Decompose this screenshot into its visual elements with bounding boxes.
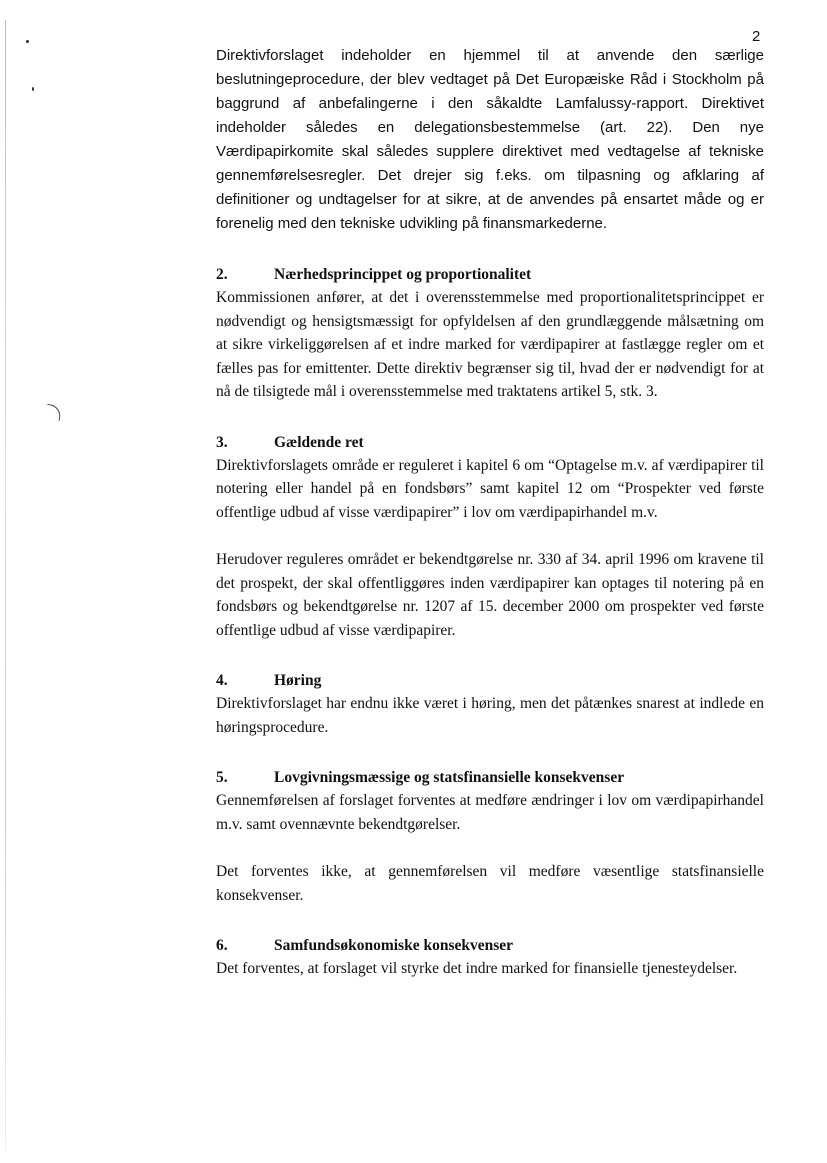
section-paragraph: Det forventes, at forslaget vil styrke det indre marked for finansielle tjenesteydelser. (216, 960, 738, 977)
section-number: 5. (216, 769, 228, 786)
section-number: 6. (216, 937, 228, 954)
section-paragraph: Det forventes ikke, at gennemførelsen vil medføre væsentlige statsfinansielle konsekvenser. (216, 863, 764, 904)
intro-paragraph: Direktivforslaget indeholder en hjemmel til at anvende den særlige beslutningeprocedure, der blev vedtaget på Det Europæiske Råd i Stockholm på baggrund af anbefalingerne i den såkaldte Lamfalussy-rapport. Direktivet indeholder således en delegationsbestemmelse (art. 22). Den nye Værdipapirkomite skal således supplere direktivet med vedtagelse af tekniske gennemførelsesregler. Det drejer sig f.eks. om tilpasning og afklaring af definitioner og undtagelser for at sikre, at de anvendes på ensartet måde og er forenelig med den tekniske udvikling på finansmarkederne. (216, 47, 764, 232)
section-title: Nærhedsprincippet og proportionalitet (274, 266, 532, 283)
section-heading (216, 935, 764, 957)
section-paragraph: Kommissionen anfører, at det i overensstemmelse med proportionalitetsprincippet er nødvendigt og hensigtsmæssigt for opfyldelsen af den grundlæggende målsætning om at sikre virkeliggørelsen af et indre marked for værdipapirer at fastlægge regler om et fælles pas for emittenter. Dette direktiv begrænser sig til, hvad der er nødvendigt for at nå de tilsigtede mål i overensstemmelse med traktatens artikel 5, stk. 3. (216, 289, 764, 400)
section-number: 4. (216, 672, 228, 689)
section-title: Lovgivningsmæssige og statsfinansielle konsekvenser (274, 769, 625, 786)
section-paragraph: Gennemførelsen af forslaget forventes at medføre ændringer i lov om værdipapirhandel m.v. samt ovennævnte bekendtgørelser. (216, 792, 764, 833)
section-number: 3. (216, 433, 228, 451)
scan-speck (26, 40, 29, 43)
page-number: 2 (752, 28, 761, 45)
section-heading (216, 264, 764, 286)
section-heading (216, 432, 764, 454)
section-title: Samfundsøkonomiske konsekvenser (274, 937, 514, 954)
document-body (216, 44, 764, 981)
section-number: 2. (216, 266, 228, 283)
section-paragraph: Direktivforslaget har endnu ikke været i høring, men det påtænkes snarest at indlede en høringsprocedure. (216, 695, 764, 736)
section-paragraph: Herudover reguleres området er bekendtgørelse nr. 330 af 34. april 1996 om kravene til det prospekt, der skal offentliggøres inden værdipapirer kan optages til notering på en fondsbørs og bekendtgørelse nr. 1207 af 15. december 2000 om prospekter ved første offentlige udbud af visse værdipapirer. (216, 551, 764, 639)
section-title: Høring (274, 672, 322, 689)
section-heading (216, 767, 764, 789)
scan-speck (32, 87, 34, 91)
scan-edge-line (5, 20, 6, 1150)
section-heading (216, 670, 764, 692)
section-title: Gældende ret (274, 433, 364, 451)
margin-pen-mark (45, 404, 62, 421)
section-paragraph: Direktivforslagets område er reguleret i kapitel 6 om “Optagelse m.v. af værdipapirer til notering eller handel på en fondsbørs” samt kapitel 12 om “Prospekter ved første offentlige udbud af visse værdipapirer” i lov om værdipapirhandel m.v. (216, 456, 764, 521)
